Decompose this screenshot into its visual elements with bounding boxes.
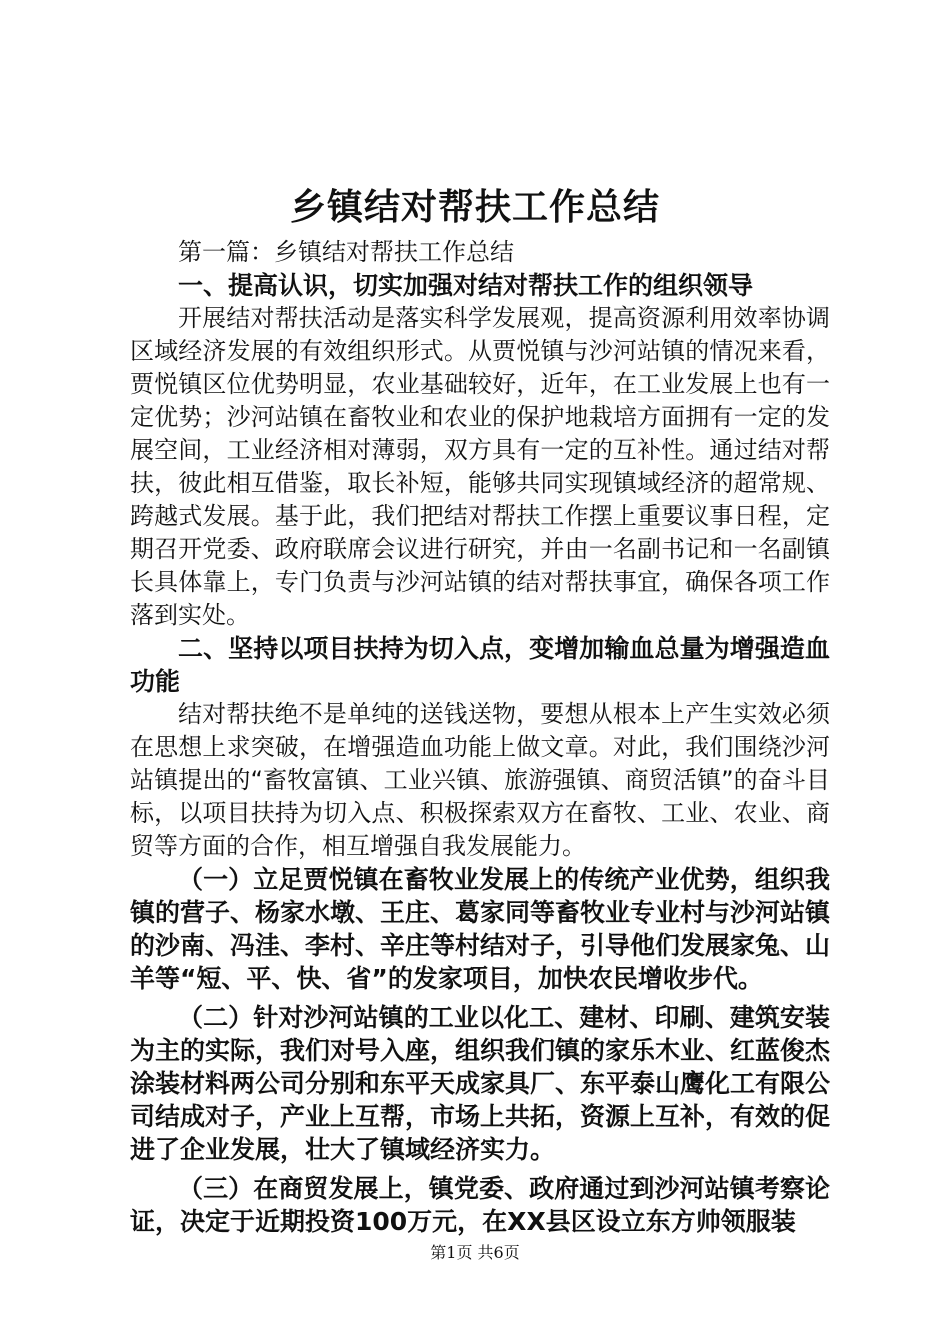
body-paragraph-2: 结对帮扶绝不是单纯的送钱送物，要想从根本上产生实效必须在思想上求突破，在增强造血功能上做文章。对此，我们围绕沙河站镇提出的“畜牧富镇、工业兴镇、旅游强镇、商贸活镇”的奋斗目标，以项目扶持为切入点、积极探索双方在畜牧、工业、农业、商贸等方面的合作，相互增强自我发展能力。 bbox=[130, 700, 830, 860]
document-body bbox=[130, 236, 830, 1238]
body-paragraph-item-3: （三）在商贸发展上，镇党委、政府通过到沙河站镇考察论证，决定于近期投资100万元，在XX县区设立东方帅领服装 bbox=[130, 1174, 830, 1236]
page-number-footer: 第1页 共6页 bbox=[430, 1243, 520, 1262]
body-paragraph-item-1: （一）立足贾悦镇在畜牧业发展上的传统产业优势，组织我镇的营子、杨家水墩、王庄、葛家同等畜牧业专业村与沙河站镇的沙南、冯洼、李村、辛庄等村结对子，引导他们发展家兔、山羊等“短、平、快、省”的发家项目，加快农民增收步代。 bbox=[130, 865, 831, 993]
section-heading-2: 二、坚持以项目扶持为切入点，变增加输血总量为增强造血功能 bbox=[130, 634, 830, 696]
document-title: 乡镇结对帮扶工作总结 bbox=[289, 187, 660, 228]
body-paragraph-1: 开展结对帮扶活动是落实科学发展观，提高资源利用效率协调区域经济发展的有效组织形式。从贾悦镇与沙河站镇的情况来看，贾悦镇区位优势明显，农业基础较好，近年，在工业发展上也有一定优势；沙河站镇在畜牧业和农业的保护地栽培方面拥有一定的发展空间，工业经济相对薄弱，双方具有一定的互补性。通过结对帮扶，彼此相互借鉴，取长补短，能够共同实现镇域经济的超常规、跨越式发展。基于此，我们把结对帮扶工作摆上重要议事日程，定期召开党委、政府联席会议进行研究，并由一名副书记和一名副镇长具体靠上，专门负责与沙河站镇的结对帮扶事宜，确保各项工作落到实处。 bbox=[130, 304, 830, 629]
section-heading-1: 一、提高认识，切实加强对结对帮扶工作的组织领导 bbox=[178, 271, 754, 300]
body-paragraph-item-2: （二）针对沙河站镇的工业以化工、建材、印刷、建筑安装为主的实际，我们对号入座，组织我们镇的家乐木业、红蓝俊杰涂装材料两公司分别和东平天成家具厂、东平泰山鹰化工有限公司结成对子，产业上互帮，市场上共拓，资源上互补，有效的促进了企业发展，壮大了镇域经济实力。 bbox=[130, 1003, 831, 1164]
chapter-heading: 第一篇：乡镇结对帮扶工作总结 bbox=[178, 238, 514, 266]
